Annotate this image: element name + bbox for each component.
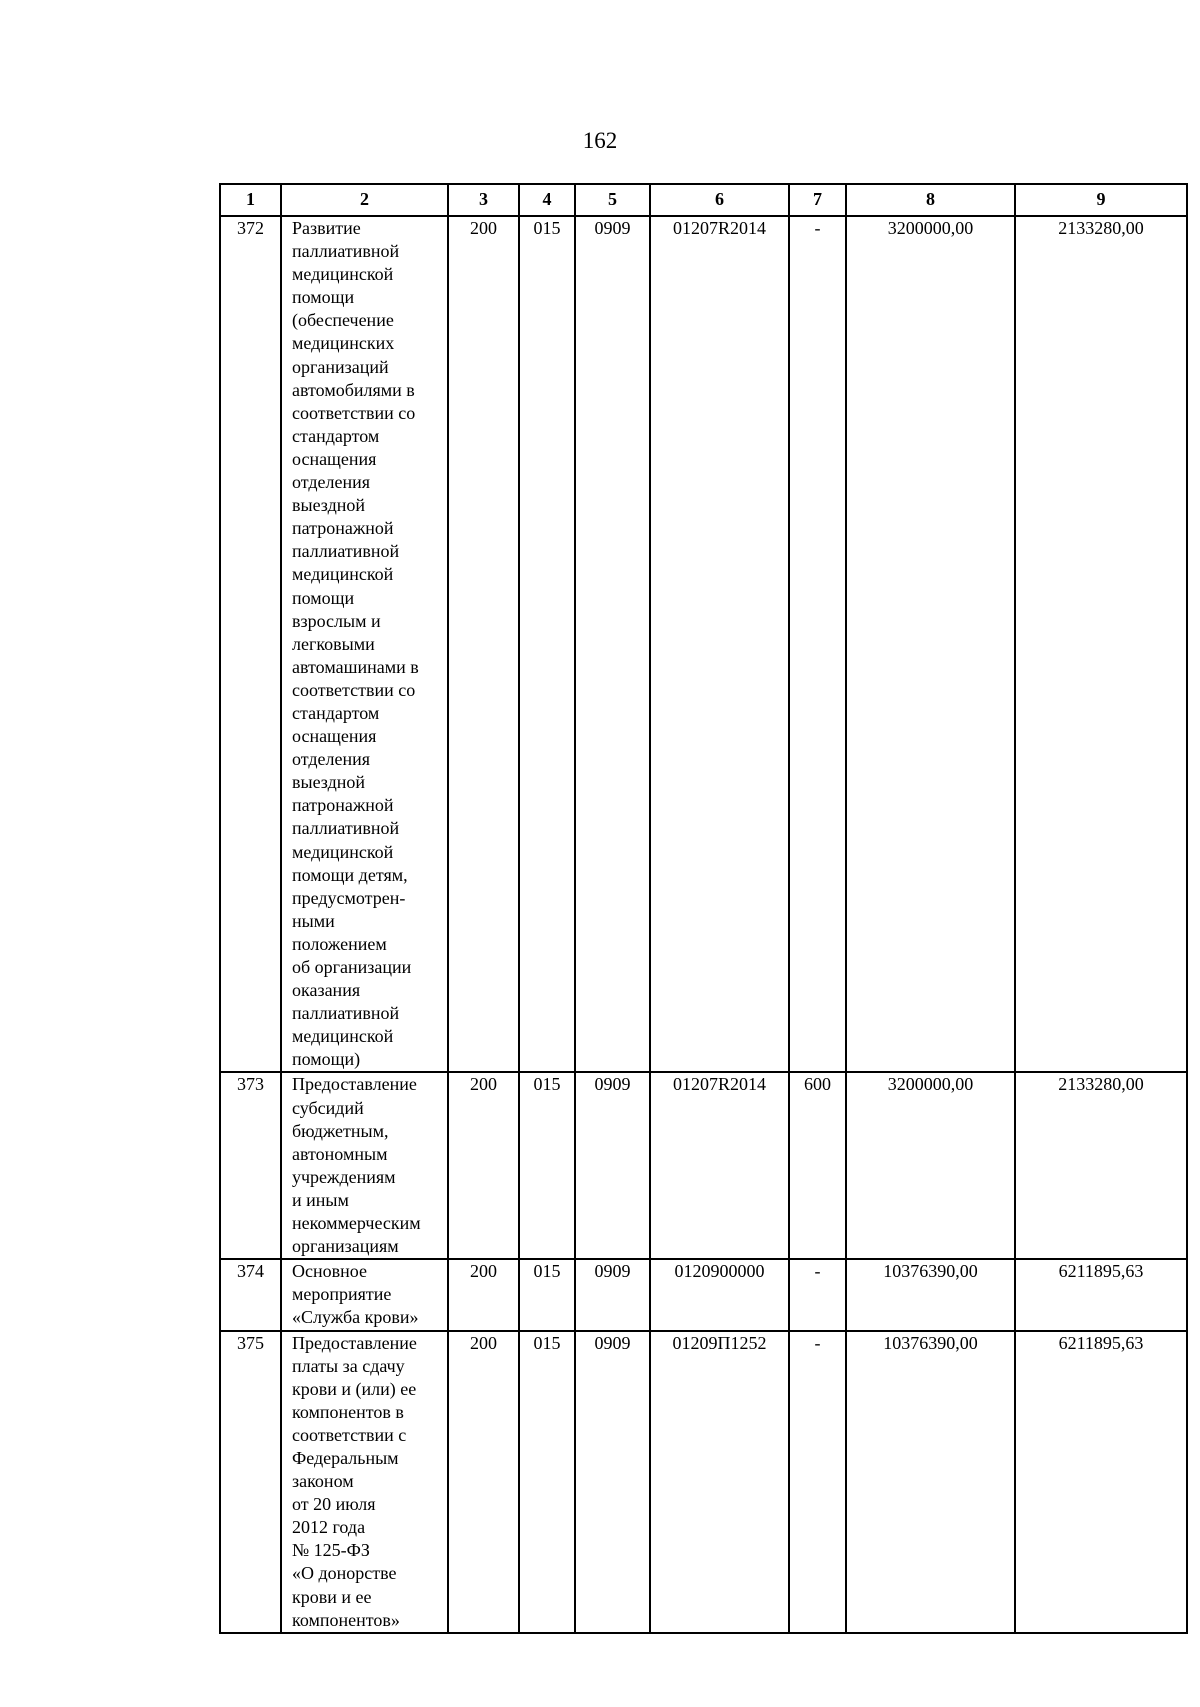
description-line: оснащения: [292, 726, 377, 747]
table-body: [220, 216, 1187, 1633]
cell-col-9: 2133280,00: [1015, 1072, 1187, 1259]
description-line: взрослым и: [292, 610, 381, 631]
description-line: организаций: [292, 356, 389, 377]
column-header: 1: [220, 184, 281, 216]
description-line: медицинской: [292, 841, 394, 862]
description-line: организациям: [292, 1236, 399, 1257]
cell-col-9: 2133280,00: [1015, 216, 1187, 1072]
description-line: крови и ее: [292, 1586, 372, 1607]
cell-col-8: 3200000,00: [846, 216, 1015, 1072]
description-line: отделения: [292, 472, 371, 493]
row-number-cell: 375: [220, 1331, 281, 1633]
description-line: предусмотрен-: [292, 887, 406, 908]
page-number: 162: [582, 128, 618, 153]
column-header: 5: [575, 184, 650, 216]
table-row: [220, 216, 1187, 1072]
description-cell: [281, 1072, 448, 1259]
description-line: учреждениям: [292, 1166, 396, 1187]
cell-col-6: 01209П1252: [650, 1331, 789, 1633]
description-line: Предоставление: [292, 1074, 417, 1095]
description-line: паллиативной: [292, 818, 400, 839]
description-line: соответствии со: [292, 402, 416, 423]
table-row: [220, 1331, 1187, 1633]
description-line: автономным: [292, 1143, 388, 1164]
description-line: и иным: [292, 1189, 349, 1210]
description-line: паллиативной: [292, 541, 400, 562]
description-line: медицинской: [292, 1026, 394, 1047]
description-line: медицинской: [292, 564, 394, 585]
description-line: «Служба крови»: [292, 1307, 419, 1328]
description-line: 2012 года: [292, 1517, 366, 1538]
description-line: № 125-ФЗ: [292, 1540, 370, 1561]
table-row: [220, 1072, 1187, 1259]
cell-col-5: 0909: [575, 1072, 650, 1259]
description-line: помощи: [292, 287, 355, 308]
description-line: об организации: [292, 957, 412, 977]
description-line: законом: [292, 1471, 354, 1492]
column-header: 3: [448, 184, 519, 216]
column-header: 9: [1015, 184, 1187, 216]
cell-col-6: 01207R2014: [650, 1072, 789, 1259]
description-line: (обеспечение: [292, 310, 394, 331]
budget-table: [219, 183, 1188, 1634]
column-header: 8: [846, 184, 1015, 216]
description-cell: [281, 1259, 448, 1330]
table-row: [220, 1259, 1187, 1330]
description-line: медицинских: [292, 333, 395, 354]
description-line: отделения: [292, 749, 371, 770]
description-line: Основное: [292, 1261, 367, 1282]
description-line: «О донорстве: [292, 1563, 397, 1584]
description-cell: [281, 216, 448, 1072]
cell-col-7: -: [789, 1259, 846, 1330]
description-line: помощи): [292, 1049, 361, 1070]
description-line: платы за сдачу: [292, 1355, 405, 1376]
table-header-row: [220, 184, 1187, 216]
description-line: патронажной: [292, 795, 394, 816]
cell-col-3: 200: [448, 216, 519, 1072]
cell-col-5: 0909: [575, 1331, 650, 1633]
cell-col-5: 0909: [575, 1259, 650, 1330]
description-line: автомобилями в: [292, 379, 415, 400]
cell-col-5: 0909: [575, 216, 650, 1072]
cell-col-4: 015: [519, 216, 575, 1072]
description-line: автомашинами в: [292, 656, 419, 677]
cell-col-9: 6211895,63: [1015, 1259, 1187, 1330]
row-number-cell: 373: [220, 1072, 281, 1259]
row-number-cell: 374: [220, 1259, 281, 1330]
description-line: от 20 июля: [292, 1494, 376, 1515]
description-line: крови и (или) ее: [292, 1378, 417, 1399]
description-line: некоммерческим: [292, 1213, 421, 1234]
cell-col-4: 015: [519, 1072, 575, 1259]
cell-col-6: 01207R2014: [650, 216, 789, 1072]
cell-col-7: 600: [789, 1072, 846, 1259]
description-line: ными: [292, 910, 335, 931]
description-line: компонентов»: [292, 1609, 400, 1630]
description-line: помощи: [292, 587, 355, 608]
cell-col-7: -: [789, 216, 846, 1072]
description-line: оснащения: [292, 448, 377, 469]
description-line: бюджетным,: [292, 1120, 389, 1141]
description-line: легковыми: [292, 633, 375, 654]
description-line: субсидий: [292, 1097, 364, 1118]
description-line: соответствии со: [292, 679, 416, 700]
description-line: положением: [292, 933, 387, 954]
cell-col-9: 6211895,63: [1015, 1331, 1187, 1633]
description-line: паллиативной: [292, 241, 400, 262]
description-line: соответствии с: [292, 1424, 407, 1445]
column-header: 4: [519, 184, 575, 216]
description-line: стандартом: [292, 425, 380, 446]
cell-col-3: 200: [448, 1072, 519, 1259]
description-cell: [281, 1331, 448, 1633]
cell-col-7: -: [789, 1331, 846, 1633]
column-header: 7: [789, 184, 846, 216]
description-line: патронажной: [292, 518, 394, 539]
cell-col-8: 3200000,00: [846, 1072, 1015, 1259]
description-line: компонентов в: [292, 1401, 404, 1422]
cell-col-8: 10376390,00: [846, 1259, 1015, 1330]
description-line: выездной: [292, 495, 366, 516]
cell-col-8: 10376390,00: [846, 1331, 1015, 1633]
cell-col-4: 015: [519, 1259, 575, 1330]
description-line: оказания: [292, 980, 361, 1001]
description-line: Развитие: [292, 218, 361, 238]
row-number-cell: 372: [220, 216, 281, 1072]
cell-col-6: 0120900000: [650, 1259, 789, 1330]
description-line: мероприятие: [292, 1284, 392, 1305]
cell-col-3: 200: [448, 1331, 519, 1633]
cell-col-3: 200: [448, 1259, 519, 1330]
description-line: Федеральным: [292, 1447, 399, 1468]
description-line: медицинской: [292, 264, 394, 285]
column-header: 6: [650, 184, 789, 216]
column-header: 2: [281, 184, 448, 216]
description-line: паллиативной: [292, 1003, 400, 1024]
description-line: выездной: [292, 772, 366, 793]
description-line: стандартом: [292, 702, 380, 723]
cell-col-4: 015: [519, 1331, 575, 1633]
description-line: Предоставление: [292, 1332, 417, 1353]
description-line: помощи детям,: [292, 864, 408, 885]
